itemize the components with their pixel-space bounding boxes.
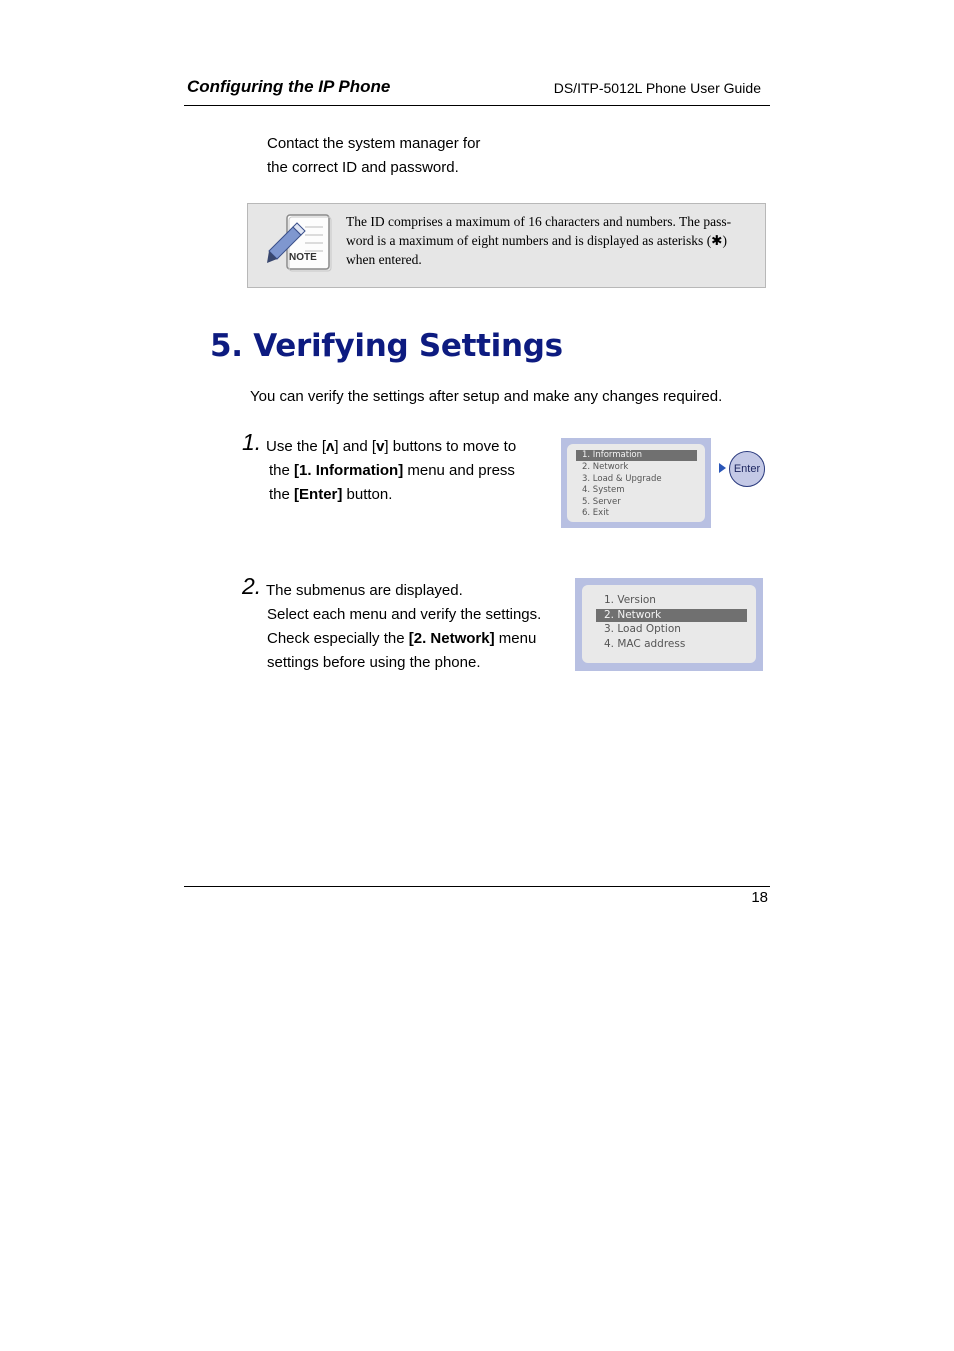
note-line: when entered. xyxy=(346,252,422,267)
step-number: 2. xyxy=(242,573,262,599)
lcd-menu-item: 4. System xyxy=(582,485,625,495)
lcd-menu-item: 5. Server xyxy=(582,497,621,507)
intro-line: Contact the system manager for xyxy=(267,135,481,152)
step-1-line-1: Use the [ʌ] and [v] buttons to move to xyxy=(266,438,517,455)
intro-line: the correct ID and password. xyxy=(267,159,459,176)
lcd-screen xyxy=(582,585,756,663)
lcd-menu-item: 2. Network xyxy=(596,609,747,622)
note-line: The ID comprises a maximum of 16 characters and numbers. The pass- xyxy=(346,214,732,229)
page-number: 18 xyxy=(751,889,768,906)
lcd-screen xyxy=(567,444,705,522)
section-lead: You can verify the settings after setup and make any changes required. xyxy=(250,388,723,405)
step-2-line-1: The submenus are displayed. xyxy=(266,582,463,599)
lcd-information-submenu xyxy=(575,578,763,671)
lcd-menu-item: 2. Network xyxy=(582,462,629,472)
running-header-guide: DS/ITP-5012L Phone User Guide xyxy=(553,80,761,96)
lcd-menu-item: 4. MAC address xyxy=(604,638,686,650)
note-icon xyxy=(265,213,333,275)
step-2-line-3: Check especially the [2. Network] menu xyxy=(267,630,537,647)
lcd-menu-item: 3. Load & Upgrade xyxy=(582,474,662,484)
step-2-line-2: Select each menu and verify the settings. xyxy=(267,606,542,623)
lcd-menu-item: 1. Information xyxy=(576,450,697,461)
lcd-menu-item: 1. Version xyxy=(604,594,656,606)
enter-button[interactable]: Enter xyxy=(729,451,765,487)
running-header-section: Configuring the IP Phone xyxy=(187,77,391,96)
up-key-glyph: ʌ xyxy=(326,438,335,455)
note-text xyxy=(346,212,756,269)
pointer-arrow-icon xyxy=(719,463,726,473)
step-number: 1. xyxy=(242,429,262,455)
note-icon-label: NOTE xyxy=(289,252,317,263)
section-title: 5. Verifying Settings xyxy=(210,328,563,364)
down-key-glyph: v xyxy=(376,438,385,455)
lcd-menu-item: 6. Exit xyxy=(582,508,609,518)
note-box xyxy=(247,203,766,288)
header-rule xyxy=(184,105,770,106)
note-line: word is a maximum of eight numbers and is displayed as asterisks (✱) xyxy=(346,233,727,248)
step-1-line-2: the [1. Information] menu and press xyxy=(269,462,515,479)
lcd-menu-item: 3. Load Option xyxy=(604,623,681,635)
footer-rule xyxy=(184,886,770,887)
lcd-main-menu xyxy=(561,438,711,528)
step-1-line-3: the [Enter] button. xyxy=(269,486,393,503)
step-2-line-4: settings before using the phone. xyxy=(267,654,481,671)
intro-paragraph xyxy=(267,132,480,180)
